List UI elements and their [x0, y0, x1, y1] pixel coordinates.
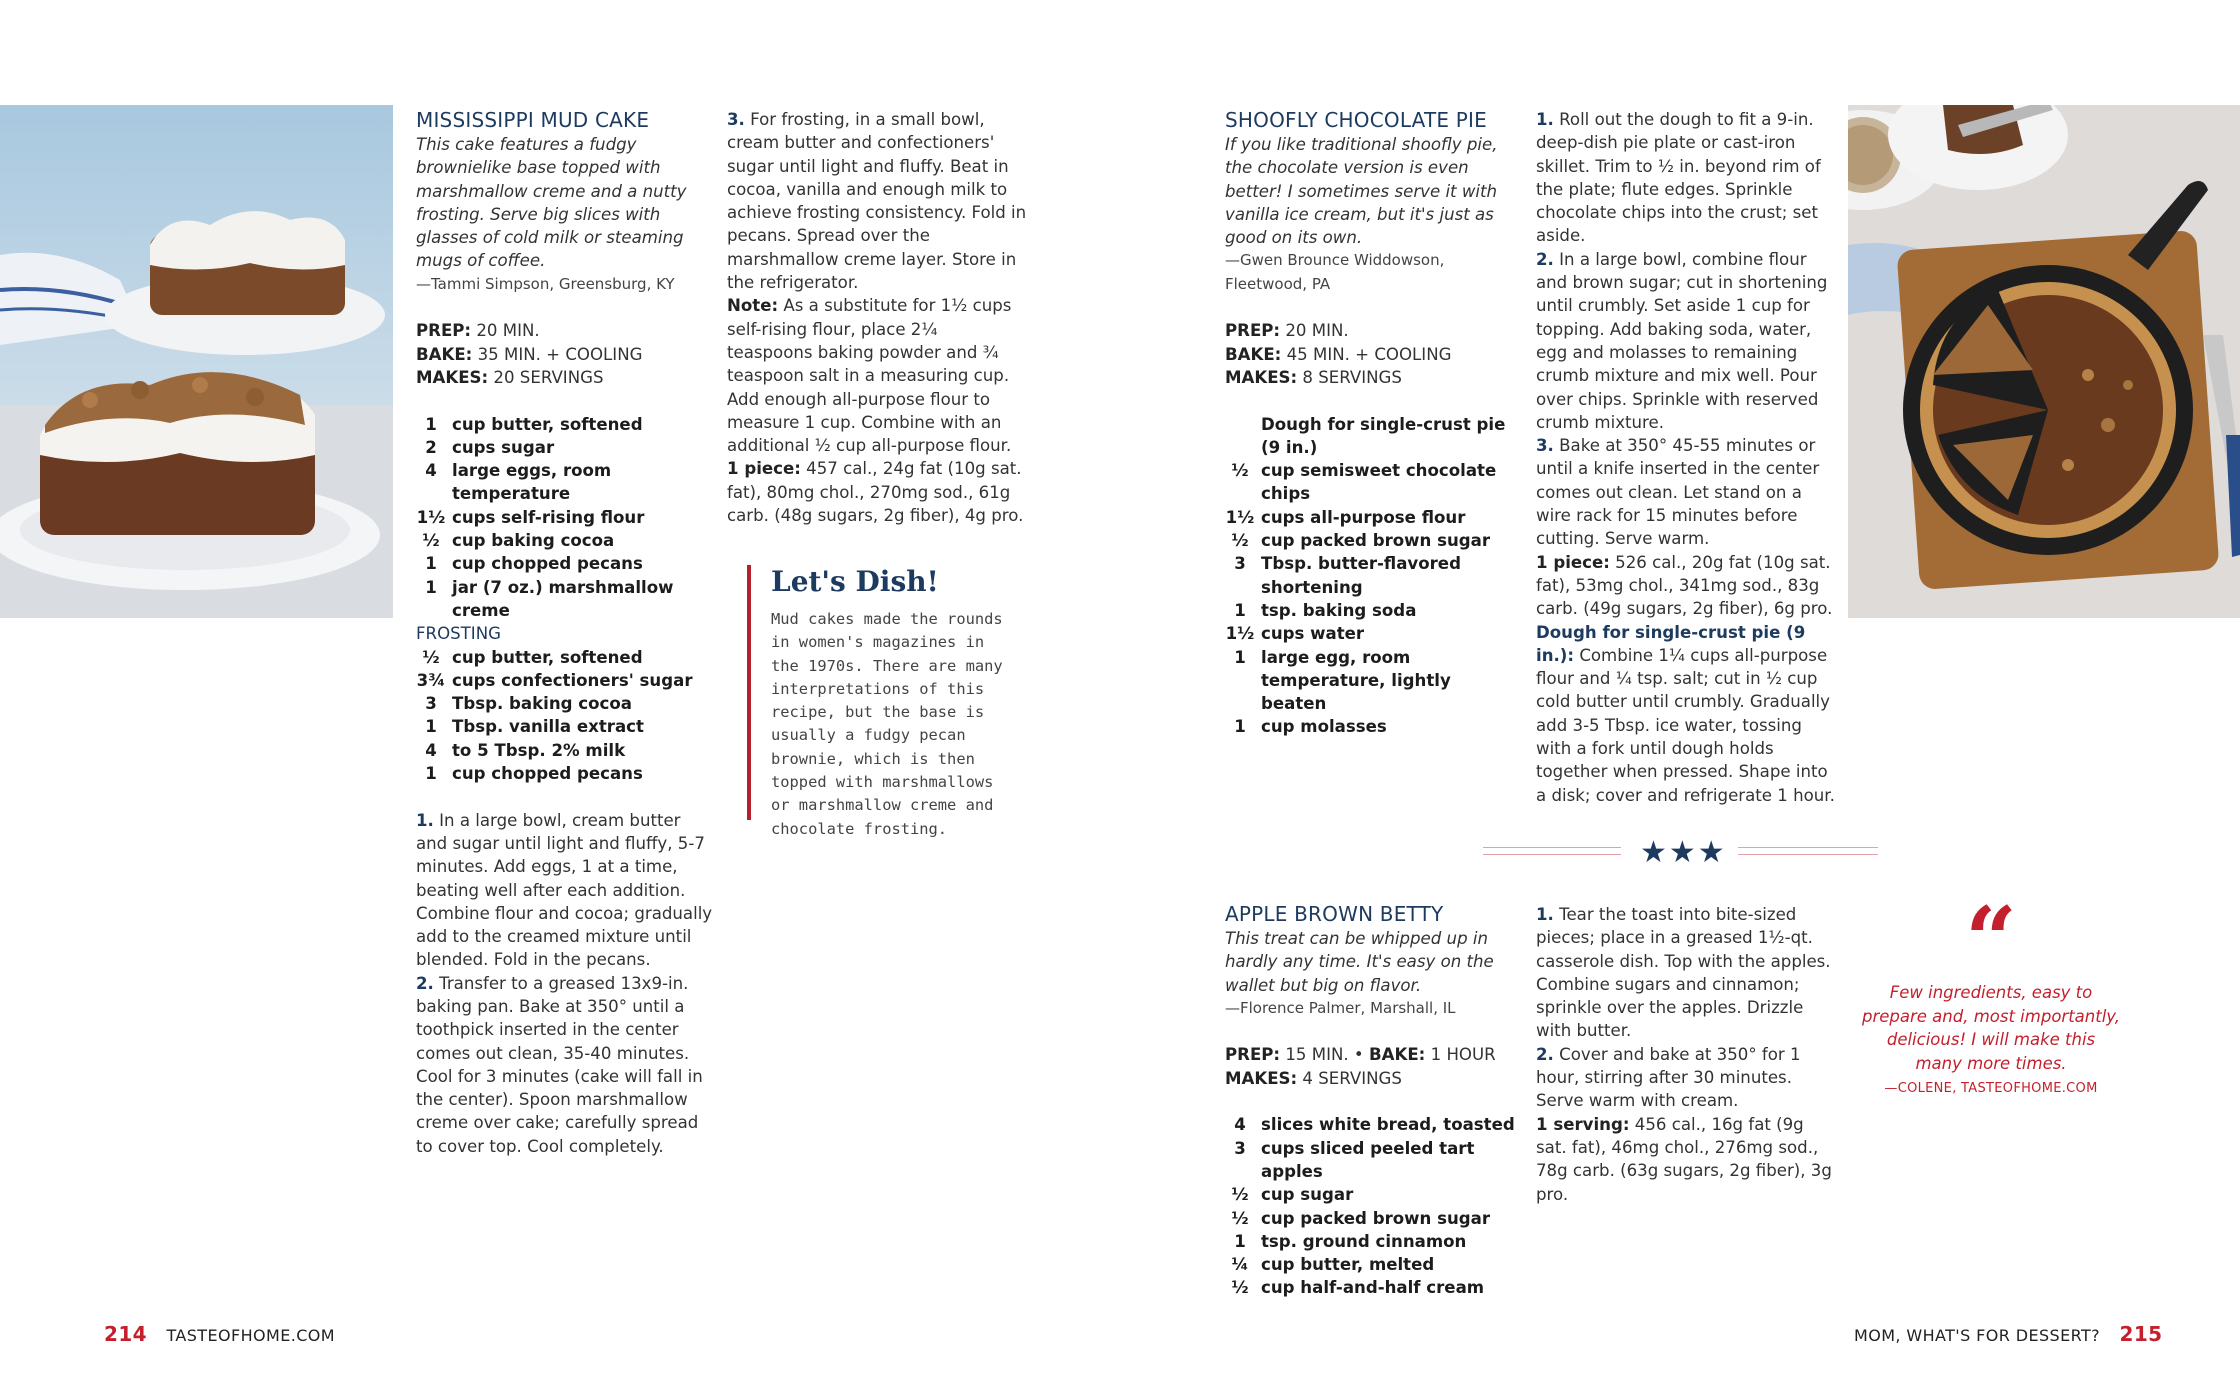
lets-dish-body: Mud cakes made the rounds in women's magazines in the 1970s. There are many interpretations of this recipe, but the base is usually a fudgy pecan brownie, which is then topped with marshmallows or marshmallow creme and chocolate frosting. [771, 610, 1003, 838]
shoofly-nutrition: 1 piece: 526 cal., 20g fat (10g sat. fat), 53mg chol., 341mg sod., 83g carb. (49g sugars, 2g fiber), 6g pro. [1536, 552, 1833, 619]
ingredient-row: 1 cup chopped pecans [425, 554, 643, 574]
ingredient-row: 1½ cups all-purpose flour [1225, 507, 1466, 527]
shoofly-title: SHOOFLY CHOCOLATE PIE [1225, 108, 1487, 132]
section-divider-right [1738, 847, 1878, 855]
betty-author: —Florence Palmer, Marshall, IL [1225, 998, 1456, 1017]
ingredient-row: 1 tsp. ground cinnamon [1234, 1231, 1467, 1251]
mud-cake-makes: MAKES: 20 SERVINGS [416, 367, 604, 387]
ingredient-row: 4 to 5 Tbsp. 2% milk [425, 740, 626, 760]
mud-cake-author: —Tammi Simpson, Greensburg, KY [416, 274, 675, 293]
betty-recipe-column-1 [1225, 901, 1525, 1300]
ingredient-row: 1 cup molasses [1234, 717, 1387, 737]
quote-source: —COLENE, TASTEOFHOME.COM [1884, 1081, 2098, 1096]
mud-cake-step-3: 3. For frosting, in a small bowl, cream butter and confectioners' sugar until light and fluffy. Beat in cocoa, vanilla and enough milk to achieve frosting consistency. Fold in pecans. Spread over the marshmallow creme layer. Store in the refrigerator. [727, 110, 1027, 293]
mud-cake-bake: BAKE: 35 MIN. + COOLING [416, 344, 643, 364]
quote-text: Few ingredients, easy to prepare and, most importantly, delicious! I will make this many more times. [1862, 983, 2121, 1073]
ingredient-row: ½ cup half-and-half cream [1231, 1278, 1485, 1298]
section-divider-left [1483, 847, 1621, 855]
shoofly-step-2: 2. In a large bowl, combine flour and brown sugar; cut in shortening until crumbly. Set aside 1 cup for topping. Add baking soda, water, egg and molasses to remaining crumb mixture and mix well. Pour over chips. Sprinkle with reserved crumb mixture. [1536, 249, 1828, 432]
ingredient-row: 1 large egg, room temperature, lightly beaten [1234, 647, 1451, 714]
betty-step-2: 2. Cover and bake at 350° for 1 hour, stirring after 30 minutes. Serve warm with cream. [1536, 1044, 1801, 1111]
shoofly-pie-photo [1848, 105, 2240, 618]
shoofly-recipe-column-1 [1225, 107, 1515, 739]
ingredient-row: 1½ cups self-rising flour [416, 507, 645, 527]
ingredient-row: 1 cup chopped pecans [425, 764, 643, 784]
pull-quote [1862, 887, 2121, 1096]
ingredient-row: ¼ cup butter, melted [1231, 1255, 1435, 1275]
ingredient-row: 3 cups sliced peeled tart apples [1234, 1138, 1475, 1181]
ingredient-row: 3¾ cups confectioners' sugar [416, 670, 693, 690]
left-footer [104, 1322, 335, 1346]
stars-ornament: ★★★ [1640, 835, 1727, 870]
ingredient-row: Dough for single-crust pie (9 in.) [1261, 414, 1506, 457]
ingredient-row: 1 tsp. baking soda [1234, 600, 1417, 620]
betty-prep-bake: PREP: 15 MIN. • BAKE: 1 HOUR [1225, 1045, 1496, 1065]
ingredient-row: 4 large eggs, room temperature [425, 461, 612, 504]
lets-dish-title: Let's Dish! [771, 565, 939, 598]
shoofly-dough-note: Dough for single-crust pie (9 in.): Combine 1¼ cups all-purpose flour and ¼ tsp. salt; cut in ½ cup cold butter until crumbly. Gradually add 3-5 Tbsp. ice water, tossing with a fork until dough holds together when pressed. Shape into a disk; cover and refrigerate 1 hour. [1536, 622, 1835, 805]
ingredient-row: ½ cup baking cocoa [422, 531, 615, 551]
ingredient-row: 4 slices white bread, toasted [1234, 1115, 1515, 1135]
mud-cake-step-1: 1. In a large bowl, cream butter and sugar until light and fluffy, 5-7 minutes. Add eggs, 1 at a time, beating well after each addition. Combine flour and cocoa; gradually add to the creamed mixture until blended. Fold in the pecans. [416, 810, 713, 970]
ingredient-row: ½ cup butter, softened [422, 647, 643, 667]
betty-ingredients [1225, 1113, 1525, 1299]
mud-cake-step-2: 2. Transfer to a greased 13x9-in. baking pan. Bake at 350° until a toothpick inserted in the center comes out clean, 35-40 minutes. Cool for 3 minutes (cake will fall in the center). Spoon marshmallow creme over cake; carefully spread to cover top. Cool completely. [416, 973, 703, 1156]
shoofly-step-3: 3. Bake at 350° 45-55 minutes or until a knife inserted in the center comes out clean. Let stand on a wire rack for 15 minutes before cutting. Serve warm. [1536, 436, 1820, 549]
betty-nutrition: 1 serving: 456 cal., 16g fat (9g sat. fat), 46mg chol., 276mg sod., 78g carb. (63g sugars, 2g fiber), 3g pro. [1536, 1114, 1832, 1204]
mud-cake-intro: This cake features a fudgy brownielike base topped with marshmallow creme and a nutty frosting. Serve big slices with glasses of cold milk or steaming mugs of coffee. [416, 135, 687, 271]
shoofly-pie-illustration [1848, 105, 2240, 618]
shoofly-prep: PREP: 20 MIN. [1225, 321, 1349, 341]
betty-intro: This treat can be whipped up in hardly any time. It's easy on the wallet but big on flavor. [1225, 929, 1494, 995]
betty-makes: MAKES: 4 SERVINGS [1225, 1068, 1402, 1088]
shoofly-intro: If you like traditional shoofly pie, the chocolate version is even better! I sometimes serve it with vanilla ice cream, but it's just as good on its own. [1225, 135, 1498, 248]
shoofly-bake: BAKE: 45 MIN. + COOLING [1225, 344, 1452, 364]
right-footer [1854, 1322, 2162, 1346]
betty-recipe-column-2 [1536, 903, 1836, 1206]
ingredient-row: 1 Tbsp. vanilla extract [425, 717, 644, 737]
frosting-heading: FROSTING [416, 624, 501, 644]
betty-step-1: 1. Tear the toast into bite-sized pieces; place in a greased 1½-qt. casserole dish. Top with the apples. Combine sugars and cinnamon; sprinkle over the apples. Drizzle with butter. [1536, 905, 1831, 1041]
ingredient-row: 2 cups sugar [425, 437, 555, 457]
ingredient-row: ½ cup semisweet chocolate chips [1231, 461, 1497, 504]
mud-cake-note: Note: As a substitute for 1½ cups self-rising flour, place 2¼ teaspoons baking powder and ¾ teaspoon salt in a measuring cup. Add enough all-purpose flour to measure 1 cup. Combine with an additional ½ cup all-purpose flour. [727, 296, 1012, 456]
quote-mark-icon: “ [1965, 887, 2017, 993]
ingredient-row: ½ cup packed brown sugar [1231, 1208, 1491, 1228]
shoofly-step-1: 1. Roll out the dough to fit a 9-in. deep-dish pie plate or cast-iron skillet. Trim to ½ in. beyond rim of the plate; flute edges. Sprinkle chocolate chips into the crust; set aside. [1536, 110, 1821, 246]
mud-cake-nutrition: 1 piece: 457 cal., 24g fat (10g sat. fat), 80mg chol., 270mg sod., 61g carb. (48g sugars, 2g fiber), 4g pro. [727, 459, 1024, 526]
shoofly-makes: MAKES: 8 SERVINGS [1225, 367, 1402, 387]
ingredient-row: 1 jar (7 oz.) marshmallow creme [425, 577, 674, 620]
ingredient-row: 1½ cups water [1225, 624, 1365, 644]
mud-cake-ingredients [416, 413, 716, 786]
mud-cake-recipe-column-2 [727, 108, 1027, 527]
ingredient-row: 1 cup butter, softened [425, 414, 643, 434]
ingredient-row: ½ cup packed brown sugar [1231, 531, 1491, 551]
ingredient-row: ½ cup sugar [1231, 1185, 1354, 1205]
shoofly-author: —Gwen Brounce Widdowson, Fleetwood, PA [1225, 251, 1445, 293]
betty-title: APPLE BROWN BETTY [1225, 902, 1444, 926]
left-site-name: TASTEOFHOME.COM [166, 1326, 335, 1345]
ingredient-row: 3 Tbsp. butter-flavored shortening [1234, 554, 1461, 597]
mud-cake-photo [0, 105, 393, 618]
right-book-title: MOM, WHAT'S FOR DESSERT? [1854, 1326, 2101, 1345]
right-page-number: 215 [2119, 1322, 2163, 1346]
mud-cake-illustration [0, 105, 393, 618]
left-page-number: 214 [104, 1322, 147, 1346]
ingredient-row: 3 Tbsp. baking cocoa [425, 694, 632, 714]
lets-dish-sidebar [747, 565, 1006, 838]
shoofly-ingredients [1225, 413, 1515, 739]
mud-cake-title: MISSISSIPPI MUD CAKE [416, 108, 650, 132]
shoofly-recipe-column-2 [1536, 108, 1836, 807]
mud-cake-prep: PREP: 20 MIN. [416, 321, 540, 341]
mud-cake-recipe-column-1 [416, 107, 716, 1158]
